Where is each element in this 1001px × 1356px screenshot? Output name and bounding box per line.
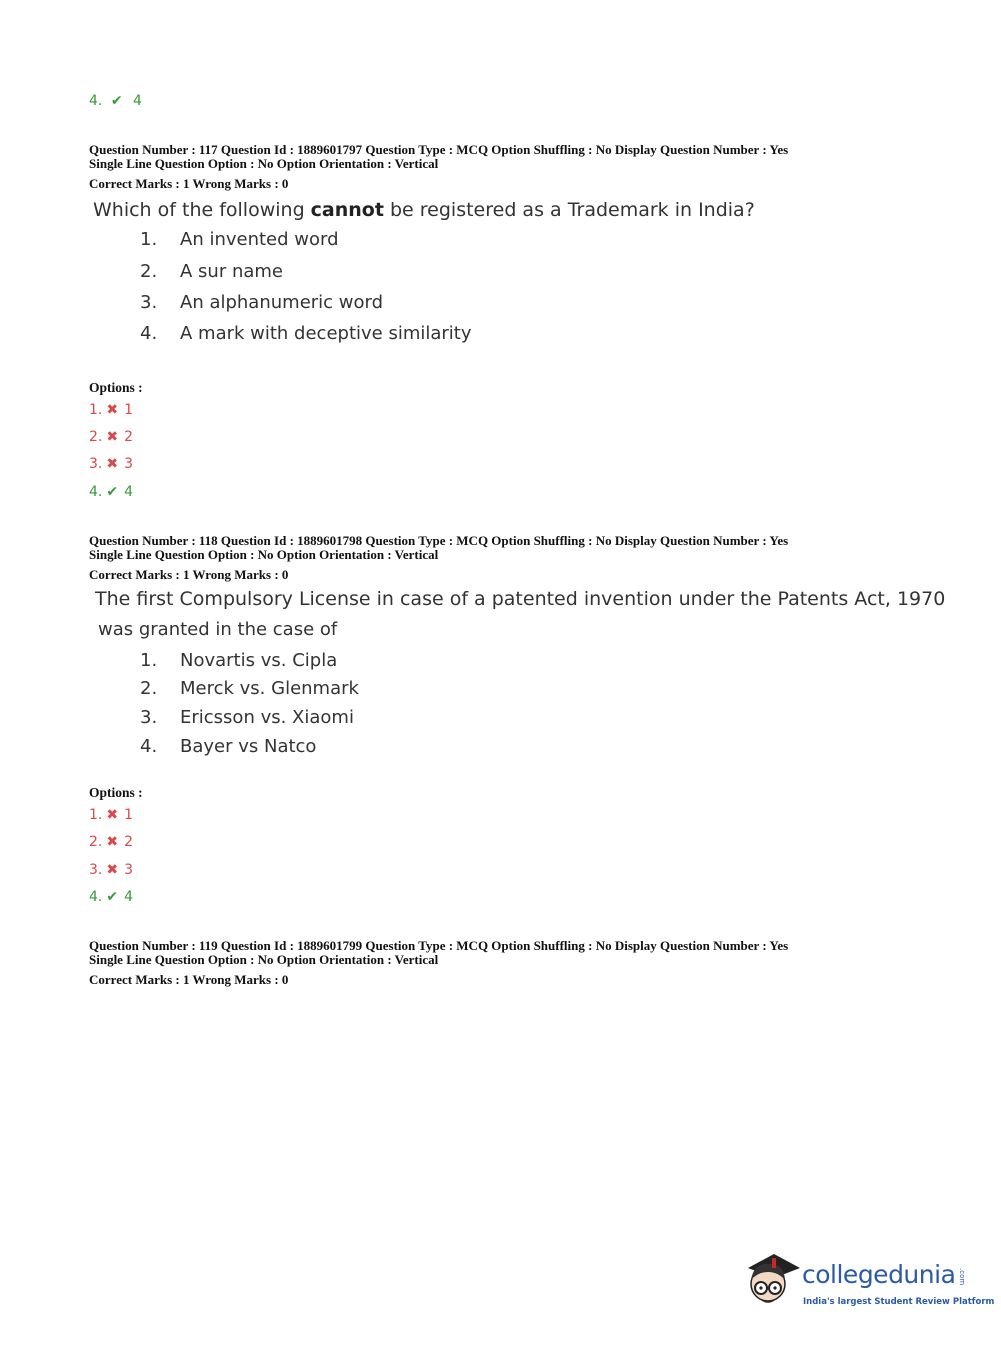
question-meta: Question Number : 118 Question Id : 1889601798 Question Type : MCQ Option Shuffling : No Display Question Number : Yes xyxy=(89,533,789,548)
option-value: 2 xyxy=(124,834,134,850)
choice-item xyxy=(140,292,383,313)
option-value: 1 xyxy=(124,402,134,418)
option-number: 3. xyxy=(89,456,103,472)
checkmark-icon: ✔ xyxy=(110,93,123,109)
option-number: 1. xyxy=(89,402,103,418)
choice-number: 2. xyxy=(140,678,158,699)
option-number: 4. xyxy=(89,93,103,109)
choice-item xyxy=(140,707,354,728)
option-number: 2. xyxy=(89,429,103,445)
options-label: Options : xyxy=(89,785,143,800)
option-row xyxy=(89,428,133,446)
logo-wordmark: collegedunia xyxy=(802,1260,956,1289)
collegedunia-logo xyxy=(740,1250,995,1320)
choice-text: A sur name xyxy=(180,261,283,282)
question-text-line1: The first Compulsory License in case of a patented invention under the Patents Act, 1970 xyxy=(95,588,946,610)
cross-icon: ✖ xyxy=(106,807,119,823)
choice-text: A mark with deceptive similarity xyxy=(180,323,472,344)
choice-text: An invented word xyxy=(180,229,339,250)
question-meta-2: Single Line Question Option : No Option Orientation : Vertical xyxy=(89,952,439,967)
option-row xyxy=(89,833,133,851)
option-value: 4 xyxy=(124,484,134,500)
choice-number: 4. xyxy=(140,323,158,344)
cross-icon: ✖ xyxy=(106,862,119,878)
choice-text: Novartis vs. Cipla xyxy=(180,650,338,671)
option-number: 1. xyxy=(89,807,103,823)
option-number: 2. xyxy=(89,834,103,850)
logo-tagline: India's largest Student Review Platform xyxy=(803,1297,995,1307)
question-text xyxy=(93,199,755,221)
question-meta: Question Number : 117 Question Id : 1889601797 Question Type : MCQ Option Shuffling : No Display Question Number : Yes xyxy=(89,142,789,157)
question-text-post: be registered as a Trademark in India? xyxy=(383,199,755,221)
option-row xyxy=(89,806,133,824)
option-row xyxy=(89,92,142,110)
option-value: 3 xyxy=(124,862,134,878)
choice-number: 3. xyxy=(140,707,158,728)
options-label: Options : xyxy=(89,380,143,395)
checkmark-icon: ✔ xyxy=(106,889,119,905)
question-marks: Correct Marks : 1 Wrong Marks : 0 xyxy=(89,176,289,191)
option-value: 1 xyxy=(124,807,134,823)
choice-text: An alphanumeric word xyxy=(180,292,384,313)
choice-item xyxy=(140,229,339,250)
option-value: 3 xyxy=(124,456,134,472)
cross-icon: ✖ xyxy=(106,834,119,850)
mascot-icon xyxy=(740,1250,802,1316)
choice-text: Bayer vs Natco xyxy=(180,736,317,757)
question-text-bold: cannot xyxy=(310,199,384,221)
choice-number: 1. xyxy=(140,650,158,671)
question-marks: Correct Marks : 1 Wrong Marks : 0 xyxy=(89,567,289,582)
question-meta: Question Number : 119 Question Id : 1889601799 Question Type : MCQ Option Shuffling : No Display Question Number : Yes xyxy=(89,938,789,953)
option-number: 4. xyxy=(89,889,103,905)
question-meta-2: Single Line Question Option : No Option Orientation : Vertical xyxy=(89,547,439,562)
question-text-pre: Which of the following xyxy=(93,199,311,221)
choice-item xyxy=(140,678,359,699)
choice-item xyxy=(140,261,283,282)
choice-item xyxy=(140,650,337,671)
checkmark-icon: ✔ xyxy=(106,484,119,500)
question-meta-2: Single Line Question Option : No Option Orientation : Vertical xyxy=(89,156,439,171)
option-row xyxy=(89,483,133,501)
logo-suffix: .com xyxy=(958,1268,966,1286)
choice-number: 2. xyxy=(140,261,158,282)
cross-icon: ✖ xyxy=(106,402,119,418)
option-value: 2 xyxy=(124,429,134,445)
option-row xyxy=(89,861,133,879)
choice-number: 1. xyxy=(140,229,158,250)
question-text-line2: was granted in the case of xyxy=(98,619,338,640)
option-number: 3. xyxy=(89,862,103,878)
choice-number: 3. xyxy=(140,292,158,313)
choice-item xyxy=(140,323,472,344)
option-row xyxy=(89,888,133,906)
option-row xyxy=(89,455,133,473)
cross-icon: ✖ xyxy=(106,456,119,472)
choice-item xyxy=(140,736,316,757)
question-marks: Correct Marks : 1 Wrong Marks : 0 xyxy=(89,972,289,987)
choice-text: Ericsson vs. Xiaomi xyxy=(180,707,354,728)
option-value: 4 xyxy=(133,93,142,109)
choice-number: 4. xyxy=(140,736,158,757)
option-value: 4 xyxy=(124,889,134,905)
cross-icon: ✖ xyxy=(106,429,119,445)
choice-text: Merck vs. Glenmark xyxy=(180,678,359,699)
option-number: 4. xyxy=(89,484,103,500)
option-row xyxy=(89,401,133,419)
